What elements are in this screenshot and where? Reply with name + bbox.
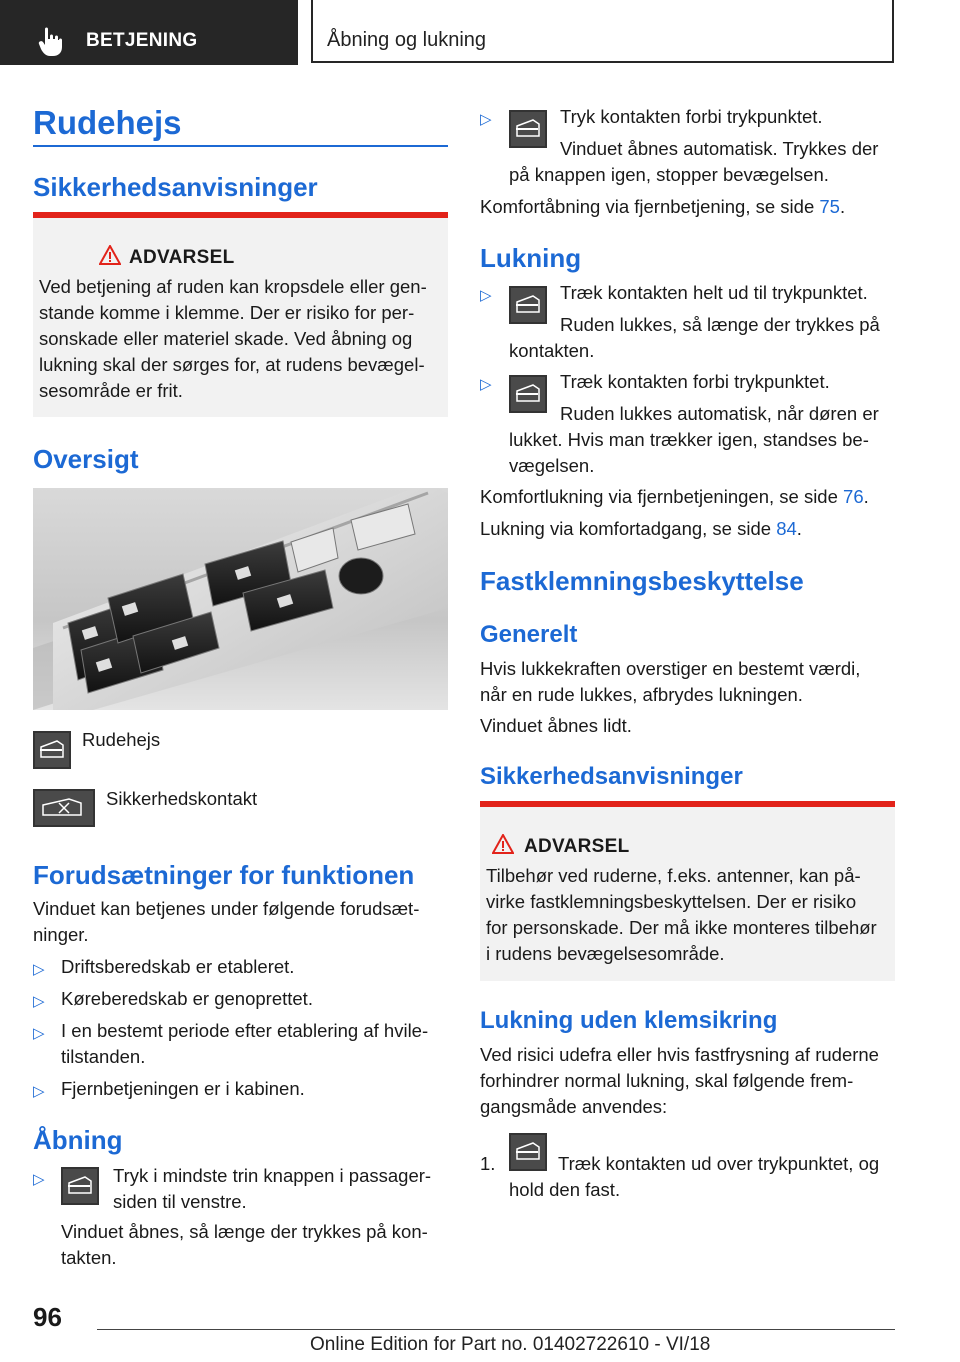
- warning-icon: [492, 834, 514, 854]
- text-line: Vinduet åbnes, så længe der trykkes på kon-: [61, 1221, 428, 1242]
- bullet-icon: ▷: [480, 111, 492, 128]
- warning-box: [480, 801, 895, 981]
- step-number: 1.: [480, 1153, 496, 1174]
- ref-end: .: [863, 486, 869, 507]
- text-line: takten.: [61, 1247, 117, 1268]
- safety-heading-right: Sikkerhedsanvisninger: [480, 763, 743, 790]
- warning-icon: [99, 245, 121, 265]
- text-line: Ruden lukkes, så længe der trykkes på: [560, 314, 880, 335]
- warning-line: stande komme i klemme. Der er risiko for per-: [39, 302, 415, 323]
- bullet-icon: ▷: [33, 1171, 45, 1188]
- warning-line: sonskade eller materiel skade. Ved åbning og: [39, 328, 413, 349]
- text-line: kontakten.: [509, 340, 595, 361]
- edition-text: Online Edition for Part no. 01402722610 - VI/18: [310, 1334, 711, 1355]
- bullet-icon: ▷: [33, 961, 45, 978]
- closing-item-result: [509, 312, 899, 364]
- warning-box: [33, 212, 448, 417]
- hand-icon: [38, 27, 64, 57]
- page-title: Rudehejs: [33, 104, 182, 141]
- safety-switch-icon: [33, 789, 95, 827]
- opening-item-result: [61, 1219, 428, 1271]
- page-link-75[interactable]: 75: [819, 196, 840, 217]
- condition-item: Fjernbetjeningen er i kabinen.: [61, 1078, 305, 1099]
- general-text-2: Vinduet åbnes lidt.: [480, 715, 632, 736]
- text-line: Ruden lukkes automatisk, når døren er: [560, 403, 879, 424]
- text-line: ninger.: [33, 924, 89, 945]
- closing-item-text: Træk kontakten forbi trykpunktet.: [560, 371, 830, 392]
- legend-label-sikkerhedskontakt: Sikkerhedskontakt: [106, 788, 258, 809]
- warning-body: [39, 274, 440, 404]
- text-line: på knappen igen, stopper bevægelsen.: [509, 164, 829, 185]
- text-line: når en rude lukkes, afbrydes lukningen.: [480, 684, 803, 705]
- condition-item: Køreberedskab er genoprettet.: [61, 988, 313, 1009]
- warning-title: ADVARSEL: [129, 247, 235, 268]
- text-line: lukket. Hvis man trækker igen, standses be-: [509, 429, 869, 450]
- page-link-76[interactable]: 76: [843, 486, 864, 507]
- section-tab: [0, 0, 298, 65]
- warning-line: Ved betjening af ruden kan kropsdele eller gen-: [39, 276, 427, 297]
- comfort-close-text: [480, 484, 869, 510]
- chapter-header: [311, 0, 894, 63]
- text-line: Ved risici udefra eller hvis fastfrysning af ruderne: [480, 1044, 879, 1065]
- warning-line: virke fastklemningsbeskyttelsen. Der er risiko: [486, 891, 857, 912]
- text-line: I en bestemt periode efter etablering af hvile-: [61, 1020, 429, 1041]
- ref-text: Lukning via komfortadgang, se side: [480, 518, 777, 539]
- warning-line: i rudens bevægelsesområde.: [486, 943, 725, 964]
- warning-line: Tilbehør ved ruderne, f.eks. antenner, kan på-: [486, 865, 861, 886]
- overview-heading: Oversigt: [33, 444, 139, 474]
- opening-item-text: Tryk kontakten forbi trykpunktet.: [560, 106, 823, 127]
- text-line: siden til venstre.: [113, 1191, 247, 1212]
- closing-heading: Lukning: [480, 243, 582, 273]
- text-line: Vinduet åbnes automatisk. Trykkes der: [560, 138, 879, 159]
- text-line: Tryk i mindste trin knappen i passager-: [113, 1165, 432, 1186]
- ref-text: Komfortlukning via fjernbetjeningen, se side: [480, 486, 844, 507]
- ref-text: Komfortåbning via fjernbetjening, se side: [480, 196, 820, 217]
- step-text: [509, 1151, 899, 1203]
- text-line: hold den fast.: [509, 1179, 621, 1200]
- conditions-heading: Forudsætninger for funktionen: [33, 860, 415, 890]
- condition-item: Driftsberedskab er etableret.: [61, 956, 295, 977]
- opening-heading: Åbning: [33, 1125, 123, 1155]
- text-line: gangsmåde anvendes:: [480, 1096, 668, 1117]
- legend-label-rudehejs: Rudehejs: [82, 729, 161, 750]
- section-label: BETJENING: [86, 30, 198, 51]
- warning-line: for personskade. Der må ikke monteres tilbehør: [486, 917, 877, 938]
- text-line: Hvis lukkekraften overstiger en bestemt værdi,: [480, 658, 861, 679]
- comfort-open-text: [480, 194, 845, 220]
- condition-item: [61, 1018, 428, 1070]
- warning-body: [486, 863, 887, 967]
- text-line: vægelsen.: [509, 455, 595, 476]
- ref-end: .: [839, 196, 846, 217]
- title-rule: [33, 145, 448, 147]
- comfort-access-text: [480, 516, 802, 542]
- safety-heading: Sikkerhedsanvisninger: [33, 172, 318, 202]
- chapter-label: Åbning og lukning: [327, 29, 487, 51]
- bullet-icon: ▷: [33, 993, 45, 1010]
- warning-title: ADVARSEL: [524, 836, 630, 857]
- no-pinch-heading: Lukning uden klemsikring: [480, 1007, 778, 1034]
- conditions-intro: [33, 896, 419, 948]
- text-line: forhindrer normal lukning, skal følgende frem-: [480, 1070, 854, 1091]
- opening-item-result: [509, 136, 899, 188]
- ref-end: .: [796, 518, 802, 539]
- pinch-heading: Fastklemningsbeskyttelse: [480, 566, 804, 596]
- window-switch-icon: [33, 731, 71, 769]
- closing-item-result: [509, 401, 899, 479]
- general-text: [480, 656, 860, 708]
- general-heading: Generelt: [480, 621, 578, 648]
- warning-line: sesområde er frit.: [39, 380, 183, 401]
- window-switch-icon: [61, 1167, 99, 1205]
- bullet-icon: ▷: [33, 1025, 45, 1042]
- footer-rule: [97, 1329, 895, 1330]
- warning-line: lukning skal der sørges for, at rudens bevægel-: [39, 354, 425, 375]
- page-number: 96: [33, 1302, 62, 1332]
- text-line: tilstanden.: [61, 1046, 146, 1067]
- text-line: Vinduet kan betjenes under følgende forudsæt-: [33, 898, 420, 919]
- window-switch-photo: [33, 488, 448, 710]
- no-pinch-text: [480, 1042, 879, 1120]
- bullet-icon: ▷: [480, 376, 492, 393]
- closing-item-text: Træk kontakten helt ud til trykpunktet.: [560, 282, 868, 303]
- text-line: Træk kontakten ud over trykpunktet, og: [558, 1153, 880, 1174]
- page-link-84[interactable]: 84: [776, 518, 797, 539]
- bullet-icon: ▷: [33, 1083, 45, 1100]
- bullet-icon: ▷: [480, 287, 492, 304]
- opening-item-text: [113, 1163, 431, 1215]
